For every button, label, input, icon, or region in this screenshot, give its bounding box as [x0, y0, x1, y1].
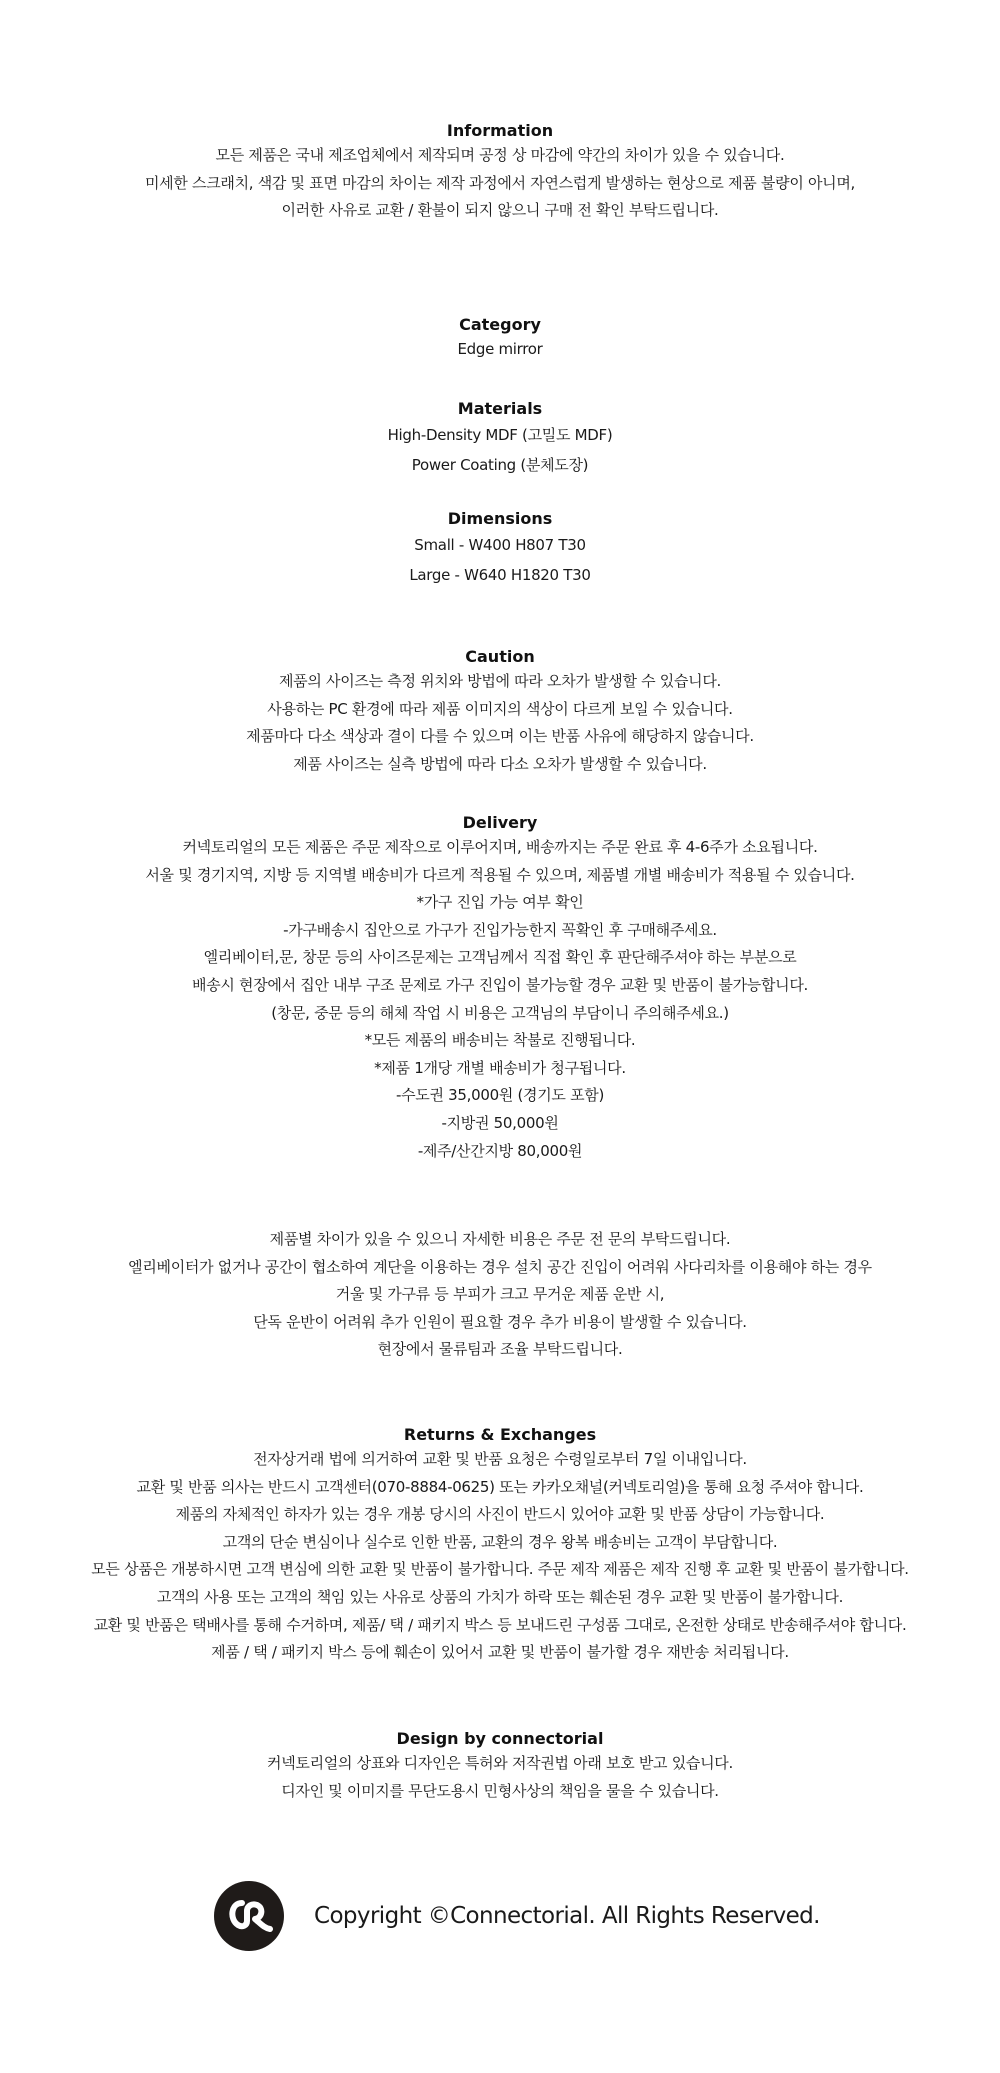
delivery-section: [0, 812, 1000, 1165]
delivery-line: 서울 및 경기지역, 지방 등 지역별 배송비가 다르게 적용될 수 있으며, 제품별 개별 배송비가 적용될 수 있습니다.: [145, 865, 855, 884]
returns-line: 제품 / 택 / 패키지 박스 등에 훼손이 있어서 교환 및 반품이 불가할 경우 재반송 처리됩니다.: [211, 1643, 789, 1662]
delivery-line: 커넥토리얼의 모든 제품은 주문 제작으로 이루어지며, 배송까지는 주문 완료 후 4-6주가 소요됩니다.: [182, 838, 818, 856]
materials-line: Power Coating (분체도장): [411, 456, 589, 474]
caution-section: [0, 646, 1000, 778]
delivery-line: -가구배송시 집안으로 가구가 진입가능한지 꼭확인 후 구매해주세요.: [283, 920, 717, 939]
connectorial-cr-logo-icon: [214, 1881, 284, 1951]
returns-line: 모든 상품은 개봉하시면 고객 변심에 의한 교환 및 반품이 불가합니다. 주문 제작 제품은 제작 진행 후 교환 및 반품이 불가합니다.: [91, 1560, 909, 1579]
dimensions-line: Small - W400 H807 T30: [414, 536, 586, 554]
information-line: 이러한 사유로 교환 / 환불이 되지 않으니 구매 전 확인 부탁드립니다.: [281, 201, 719, 220]
delivery-line: *가구 진입 가능 여부 확인: [416, 893, 584, 912]
returns-line: 고객의 사용 또는 고객의 책임 있는 사유로 상품의 가치가 하락 또는 훼손된 경우 교환 및 반품이 불가합니다.: [156, 1587, 844, 1606]
dimensions-section: [0, 508, 1000, 590]
copyright-text: Copyright ©Connectorial. All Rights Reserved.: [314, 1903, 820, 1929]
returns-line: 전자상거래 법에 의거하여 교환 및 반품 요청은 수령일로부터 7일 이내입니다.: [253, 1450, 747, 1468]
materials-section: [0, 398, 1000, 480]
notice-line: 거울 및 가구류 등 부피가 크고 무거운 제품 운반 시,: [335, 1285, 665, 1304]
category-value: Edge mirror: [457, 340, 543, 358]
information-section: [0, 120, 1000, 225]
returns-section: [0, 1424, 1000, 1667]
materials-line: High-Density MDF (고밀도 MDF): [387, 426, 613, 444]
returns-line: 제품의 자체적인 하자가 있는 경우 개봉 당시의 사진이 반드시 있어야 교환 및 반품 상담이 가능합니다.: [175, 1505, 825, 1524]
returns-line: 고객의 단순 변심이나 실수로 인한 반품, 교환의 경우 왕복 배송비는 고객이 부담합니다.: [222, 1532, 778, 1551]
design-title: Design by connectorial: [396, 1729, 604, 1748]
notice-line: 현장에서 물류팀과 조율 부탁드립니다.: [377, 1340, 623, 1359]
delivery-line: 배송시 현장에서 집안 내부 구조 문제로 가구 진입이 불가능할 경우 교환 및 반품이 불가능합니다.: [192, 975, 808, 994]
caution-line: 제품 사이즈는 실측 방법에 따라 다소 오차가 발생할 수 있습니다.: [293, 754, 707, 773]
materials-title: Materials: [457, 399, 543, 418]
delivery-line: (창문, 중문 등의 해체 작업 시 비용은 고객님의 부담이니 주의해주세요.): [271, 1003, 729, 1022]
caution-title: Caution: [465, 647, 535, 666]
delivery-line: *모든 제품의 배송비는 착불로 진행됩니다.: [364, 1031, 636, 1050]
notice-line: 제품별 차이가 있을 수 있으니 자세한 비용은 주문 전 문의 부탁드립니다.: [269, 1230, 731, 1248]
dimensions-line: Large - W640 H1820 T30: [409, 566, 591, 584]
delivery-line: -지방권 50,000원: [441, 1113, 559, 1132]
caution-line: 사용하는 PC 환경에 따라 제품 이미지의 색상이 다르게 보일 수 있습니다.: [267, 699, 733, 718]
dimensions-title: Dimensions: [447, 509, 553, 528]
caution-line: 제품의 사이즈는 측정 위치와 방법에 따라 오차가 발생할 수 있습니다.: [278, 672, 721, 690]
delivery-line: -제주/산간지방 80,000원: [417, 1141, 583, 1160]
returns-line: 교환 및 반품은 택배사를 통해 수거하며, 제품/ 택 / 패키지 박스 등 보내드린 구성품 그대로, 온전한 상태로 반송해주셔야 합니다.: [93, 1615, 907, 1634]
notice-line: 엘리베이터가 없거나 공간이 협소하여 계단을 이용하는 경우 설치 공간 진입이 어려워 사다리차를 이용해야 하는 경우: [128, 1257, 872, 1276]
information-line: 모든 제품은 국내 제조업체에서 제작되며 공정 상 마감에 약간의 차이가 있을 수 있습니다.: [215, 146, 785, 164]
category-section: [0, 314, 1000, 364]
information-line: 미세한 스크래치, 색감 및 표면 마감의 차이는 제작 과정에서 자연스럽게 발생하는 현상으로 제품 불량이 아니며,: [144, 173, 856, 192]
design-section: [0, 1728, 1000, 1805]
returns-line: 교환 및 반품 의사는 반드시 고객센터(070-8884-0625) 또는 카카오채널(커넥토리얼)을 통해 요청 주셔야 합니다.: [136, 1477, 864, 1496]
delivery-line: *제품 1개당 개별 배송비가 청구됩니다.: [374, 1058, 626, 1077]
notice-section: [0, 1226, 1000, 1364]
category-title: Category: [459, 315, 541, 334]
returns-title: Returns & Exchanges: [403, 1425, 597, 1444]
delivery-title: Delivery: [462, 813, 538, 832]
caution-line: 제품마다 다소 색상과 결이 다를 수 있으며 이는 반품 사유에 해당하지 않습니다.: [246, 727, 754, 746]
design-line: 커넥토리얼의 상표와 디자인은 특허와 저작권법 아래 보호 받고 있습니다.: [267, 1754, 733, 1772]
notice-line: 단독 운반이 어려워 추가 인원이 필요할 경우 추가 비용이 발생할 수 있습니다.: [253, 1312, 747, 1331]
design-line: 디자인 및 이미지를 무단도용시 민형사상의 책임을 물을 수 있습니다.: [281, 1781, 719, 1800]
information-title: Information: [446, 121, 554, 140]
delivery-line: -수도권 35,000원 (경기도 포함): [395, 1086, 605, 1105]
delivery-line: 엘리베이터,문, 창문 등의 사이즈문제는 고객님께서 직접 확인 후 판단해주셔야 하는 부분으로: [203, 948, 797, 967]
footer: [214, 1881, 820, 1951]
